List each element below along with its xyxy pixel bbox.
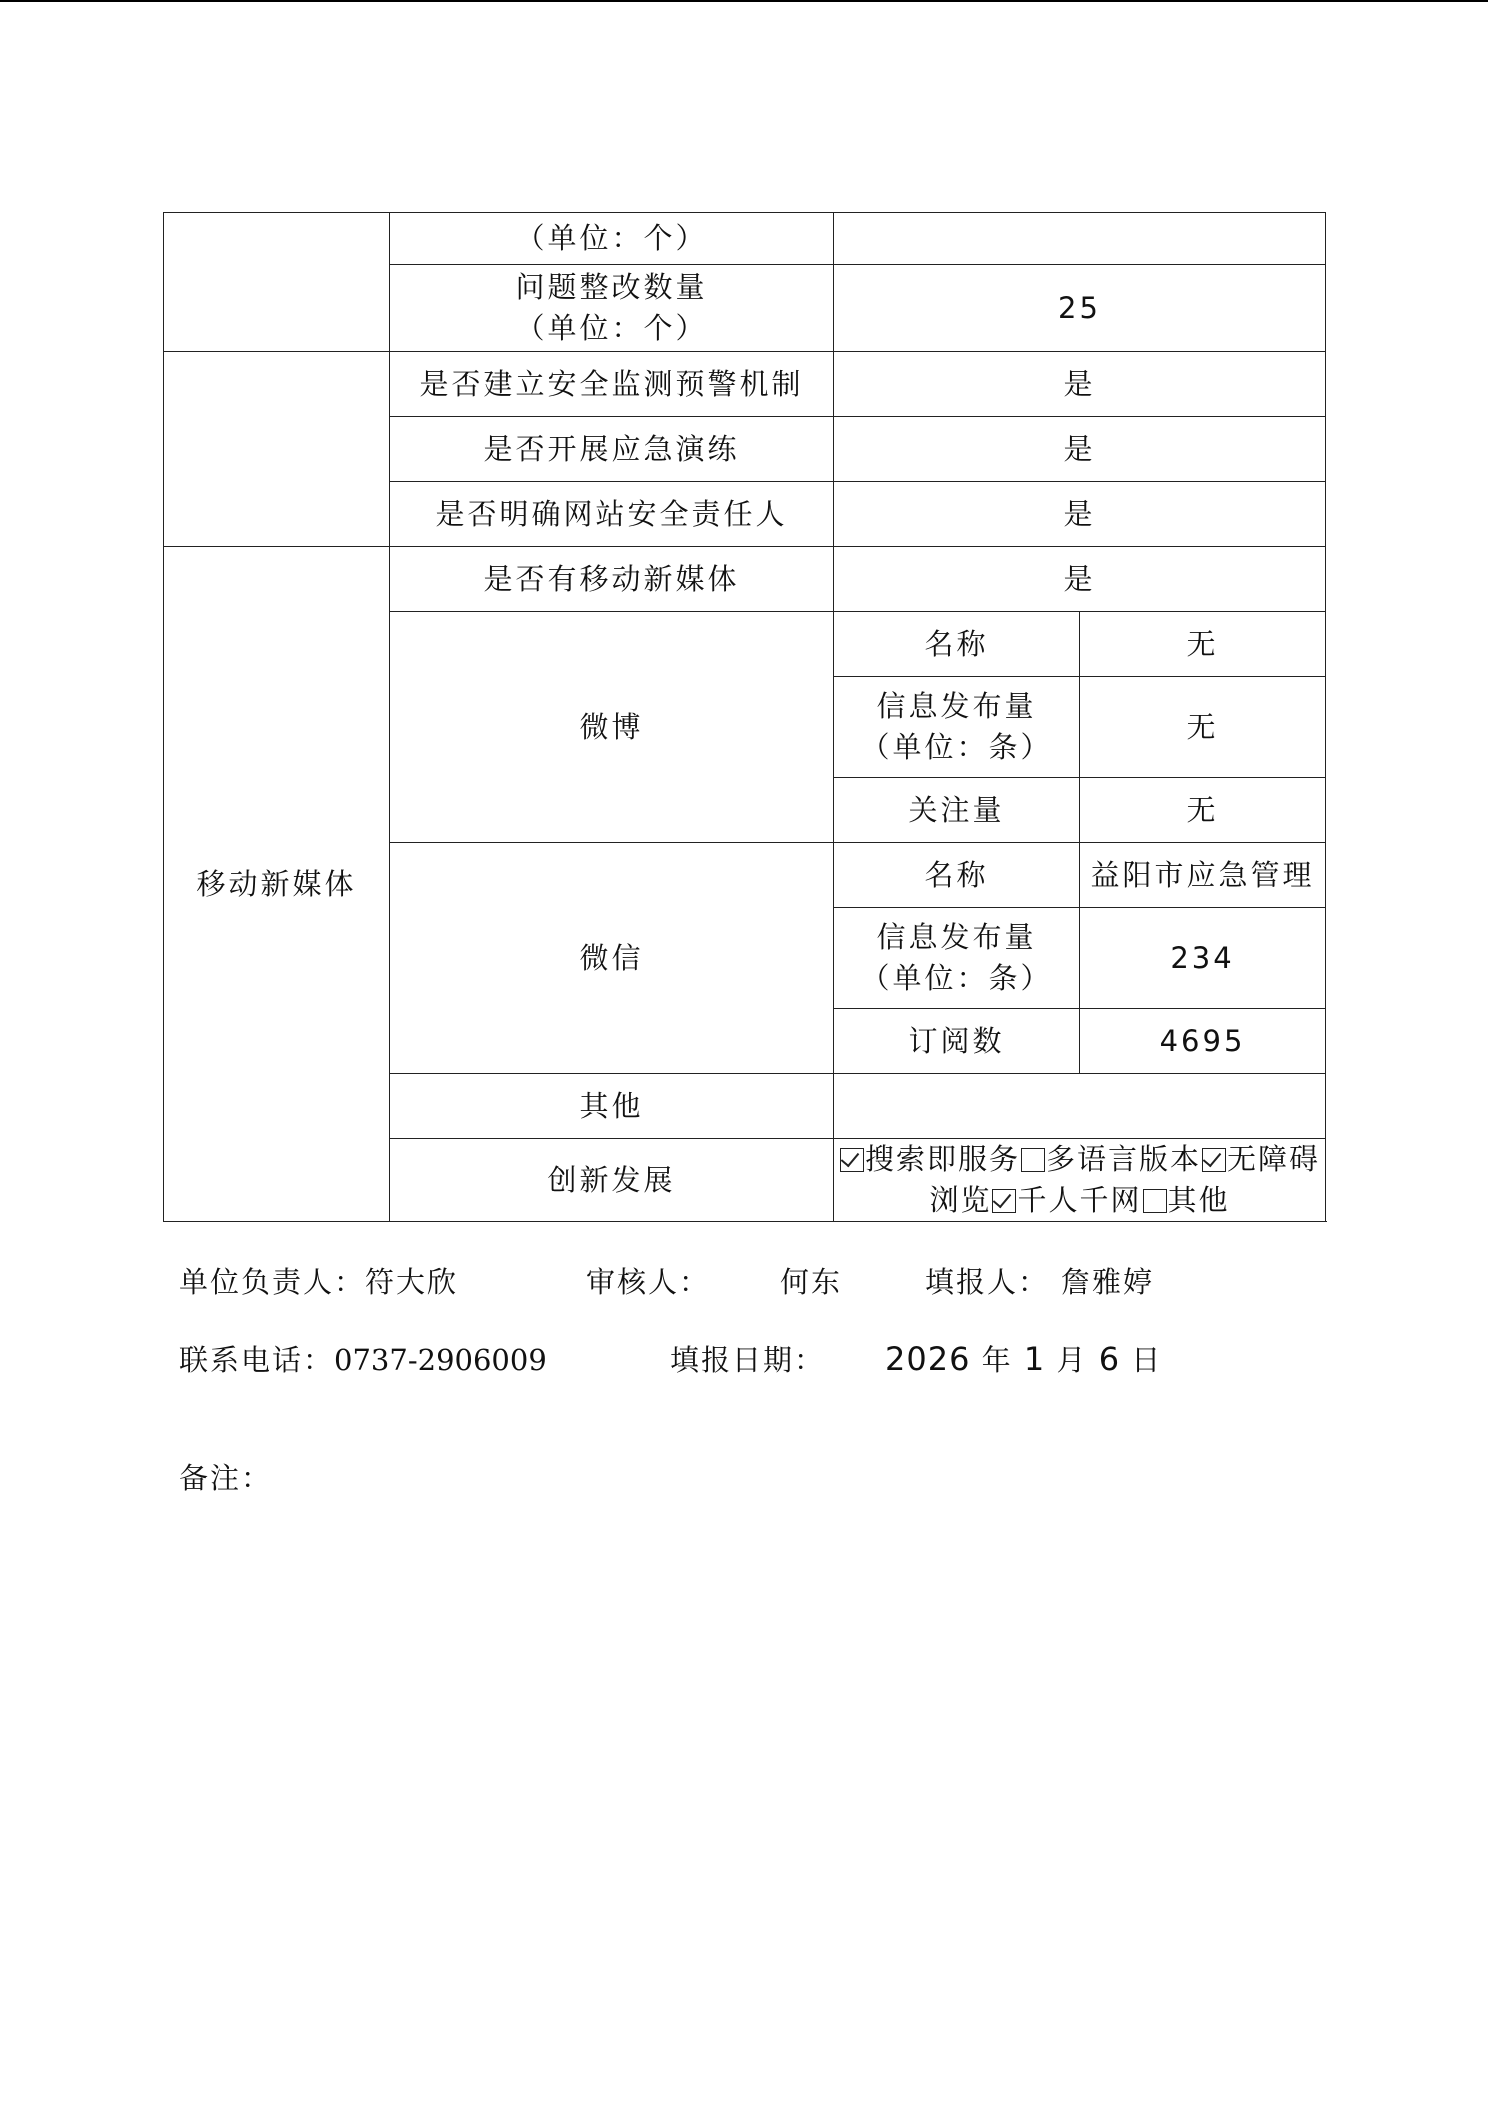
reviewer-line	[586, 1260, 842, 1301]
leader-line	[179, 1260, 458, 1301]
phone-line	[179, 1338, 547, 1379]
date-year-unit: 年	[981, 1343, 1013, 1377]
rectification-count-value: 25	[834, 265, 1326, 352]
filler-name: 詹雅婷	[1061, 1265, 1155, 1299]
option-label: 搜索即服务	[864, 1142, 1020, 1176]
weibo-name-value: 无	[1080, 612, 1326, 677]
row-value: 是	[834, 352, 1326, 417]
page-top-border	[0, 0, 1488, 2]
table-row	[164, 213, 1326, 265]
wechat-label: 微信	[390, 843, 834, 1074]
weibo-posts-value: 无	[1080, 677, 1326, 778]
table-row	[164, 352, 1326, 417]
checkbox-personalized[interactable]	[992, 1189, 1016, 1213]
date-day: 6	[1098, 1340, 1121, 1378]
weibo-follow-label: 关注量	[834, 778, 1080, 843]
checkbox-accessibility[interactable]	[1202, 1148, 1226, 1172]
option-label: 多语言版本	[1045, 1142, 1201, 1176]
wechat-subs-value: 4695	[1080, 1009, 1326, 1074]
wechat-posts-label: 信息发布量 （单位：条）	[834, 908, 1080, 1009]
wechat-subs-label: 订阅数	[834, 1009, 1080, 1074]
checkbox-multilingual[interactable]	[1021, 1148, 1045, 1172]
innovation-options	[834, 1139, 1326, 1222]
report-table	[163, 212, 1326, 1222]
reviewer-label: 审核人：	[586, 1265, 711, 1299]
wechat-posts-value: 234	[1080, 908, 1326, 1009]
date-month: 1	[1023, 1340, 1046, 1378]
row-value: 是	[834, 482, 1326, 547]
date-label: 填报日期：	[670, 1343, 826, 1377]
mobile-media-category: 移动新媒体	[164, 547, 390, 1222]
date-year: 2026	[885, 1340, 971, 1378]
other-label: 其他	[390, 1074, 834, 1139]
empty-category-cell	[164, 213, 390, 352]
option-label: 无障碍浏览	[929, 1142, 1321, 1217]
row-label: 是否有移动新媒体	[390, 547, 834, 612]
row-label: 是否明确网站安全责任人	[390, 482, 834, 547]
row-label: 问题整改数量 （单位：个）	[390, 265, 834, 352]
phone-value: 0737-2906009	[334, 1343, 547, 1377]
checkbox-other[interactable]	[1143, 1189, 1167, 1213]
wechat-name-label: 名称	[834, 843, 1080, 908]
other-value-empty	[834, 1074, 1326, 1139]
weibo-name-label: 名称	[834, 612, 1080, 677]
option-label: 千人千网	[1017, 1183, 1142, 1217]
row-value: 是	[834, 417, 1326, 482]
leader-label: 单位负责人：	[179, 1265, 366, 1299]
wechat-name-value: 益阳市应急管理	[1080, 843, 1326, 908]
security-category-cell	[164, 352, 390, 547]
option-label: 其他	[1167, 1183, 1230, 1217]
row-label: （单位：个）	[390, 213, 834, 265]
leader-name: 符大欣	[365, 1265, 459, 1299]
date-month-unit: 月	[1056, 1343, 1088, 1377]
row-value: 是	[834, 547, 1326, 612]
reviewer-name: 何东	[780, 1265, 843, 1299]
checkbox-search-service[interactable]	[840, 1148, 864, 1172]
row-value-empty	[834, 213, 1326, 265]
innovation-label: 创新发展	[390, 1139, 834, 1222]
remarks-label: 备注：	[179, 1461, 273, 1495]
weibo-label: 微博	[390, 612, 834, 843]
weibo-posts-label: 信息发布量 （单位：条）	[834, 677, 1080, 778]
phone-label: 联系电话：	[179, 1343, 335, 1377]
filler-label: 填报人：	[925, 1265, 1050, 1299]
row-label: 是否开展应急演练	[390, 417, 834, 482]
table-row	[164, 547, 1326, 612]
date-day-unit: 日	[1131, 1343, 1163, 1377]
filler-line	[925, 1260, 1154, 1301]
row-label: 是否建立安全监测预警机制	[390, 352, 834, 417]
date-line	[670, 1338, 1162, 1379]
weibo-follow-value: 无	[1080, 778, 1326, 843]
